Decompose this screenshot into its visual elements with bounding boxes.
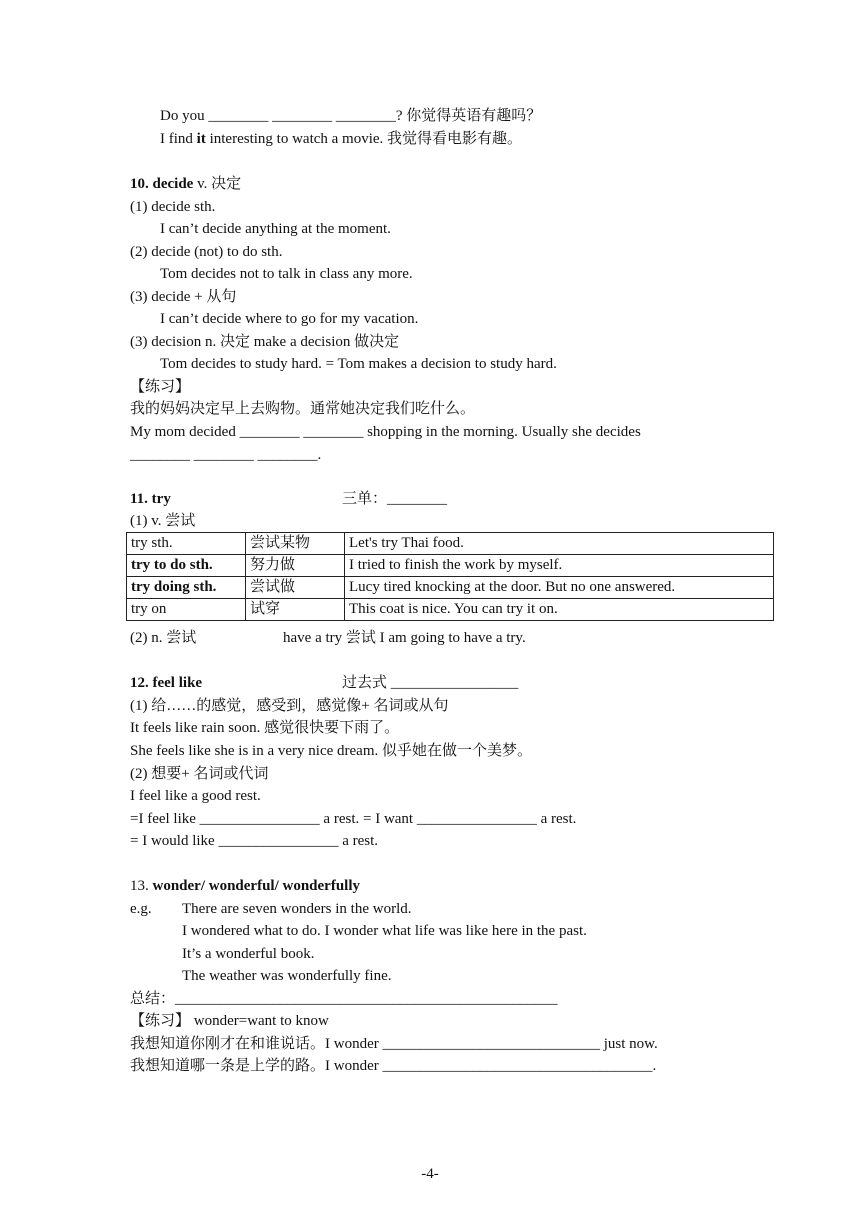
page-number: -4- bbox=[421, 1166, 439, 1182]
exercise-heading: 【练习】 bbox=[130, 379, 191, 395]
usage-line: (3) decision n. 决定 make a decision 做决定 bbox=[130, 334, 400, 350]
usage-line: (3) decide + 从句 bbox=[130, 289, 237, 305]
table-cell-form: try on bbox=[127, 599, 246, 621]
table-row bbox=[127, 555, 774, 577]
usage-line: (1) decide sth. bbox=[130, 199, 216, 215]
try-usage-table bbox=[126, 532, 774, 621]
usage-line: (2) decide (not) to do sth. bbox=[130, 244, 283, 260]
example-line: There are seven wonders in the world. bbox=[182, 901, 412, 917]
exercise-line: ________ ________ ________. bbox=[130, 447, 322, 463]
exercise-line: 我想知道你刚才在和谁说话。I wonder _____________________________ just now. bbox=[130, 1036, 658, 1052]
table-cell-form: try doing sth. bbox=[127, 577, 246, 599]
section-heading-decide: 10. decide v. 决定 bbox=[130, 176, 242, 192]
table-row bbox=[127, 577, 774, 599]
example-line: I find it interesting to watch a movie. 我觉得看电影有趣。 bbox=[160, 131, 523, 147]
table-cell-example: This coat is nice. You can try it on. bbox=[345, 599, 774, 621]
table-row bbox=[127, 599, 774, 621]
exercise-line: =I feel like ________________ a rest. = I want ________________ a rest. bbox=[130, 811, 577, 827]
section-heading-feel-like: 12. feel like bbox=[130, 675, 203, 691]
usage-line: (2) 想要+ 名词或代词 bbox=[130, 766, 269, 782]
table-cell-meaning: 尝试做 bbox=[246, 577, 345, 599]
table-cell-example: Lucy tired knocking at the door. But no one answered. bbox=[345, 577, 774, 599]
example-line: have a try 尝试 I am going to have a try. bbox=[283, 630, 526, 646]
example-line: I can’t decide anything at the moment. bbox=[160, 221, 391, 237]
exercise-heading: 【练习】 wonder=want to know bbox=[130, 1013, 329, 1029]
table-cell-meaning: 试穿 bbox=[246, 599, 345, 621]
past-tense-blank: 过去式 _________________ bbox=[342, 675, 519, 691]
example-line: I wondered what to do. I wonder what life was like here in the past. bbox=[182, 923, 587, 939]
table-cell-meaning: 努力做 bbox=[246, 555, 345, 577]
example-line: The weather was wonderfully fine. bbox=[182, 968, 392, 984]
exercise-line: My mom decided ________ ________ shopping in the morning. Usually she decides bbox=[130, 424, 641, 440]
example-line: Tom decides to study hard. = Tom makes a decision to study hard. bbox=[160, 356, 557, 372]
table-cell-example: Let's try Thai food. bbox=[345, 533, 774, 555]
example-line: It’s a wonderful book. bbox=[182, 946, 315, 962]
table-row bbox=[127, 533, 774, 555]
section-heading-wonder: 13. wonder/ wonderful/ wonderfully bbox=[130, 878, 361, 894]
exercise-line: Do you ________ ________ ________? 你觉得英语有趣吗？ bbox=[160, 108, 542, 124]
usage-line: (2) n. 尝试 bbox=[130, 630, 197, 646]
summary-line: 总结：___________________________________________________ bbox=[130, 991, 558, 1007]
usage-line: (1) 给……的感觉，感受到，感觉像+ 名词或从句 bbox=[130, 698, 449, 714]
example-line: Tom decides not to talk in class any more. bbox=[160, 266, 413, 282]
third-person-blank: 三单：________ bbox=[342, 491, 448, 507]
section-heading-try: 11. try bbox=[130, 491, 171, 507]
exercise-prompt: 我的妈妈决定早上去购物。通常她决定我们吃什么。 bbox=[130, 401, 476, 417]
usage-line: (1) v. 尝试 bbox=[130, 513, 196, 529]
table-cell-example: I tried to finish the work by myself. bbox=[345, 555, 774, 577]
example-line: She feels like she is in a very nice dream. 似乎她在做一个美梦。 bbox=[130, 743, 532, 759]
example-line: I feel like a good rest. bbox=[130, 788, 261, 804]
exercise-line: = I would like ________________ a rest. bbox=[130, 833, 379, 849]
eg-label: e.g. bbox=[130, 901, 152, 917]
table-cell-form: try to do sth. bbox=[127, 555, 246, 577]
example-line: I can’t decide where to go for my vacation. bbox=[160, 311, 419, 327]
table-cell-meaning: 尝试某物 bbox=[246, 533, 345, 555]
exercise-line: 我想知道哪一条是上学的路。I wonder ____________________________________. bbox=[130, 1058, 657, 1074]
example-line: It feels like rain soon. 感觉很快要下雨了。 bbox=[130, 720, 400, 736]
table-cell-form: try sth. bbox=[127, 533, 246, 555]
